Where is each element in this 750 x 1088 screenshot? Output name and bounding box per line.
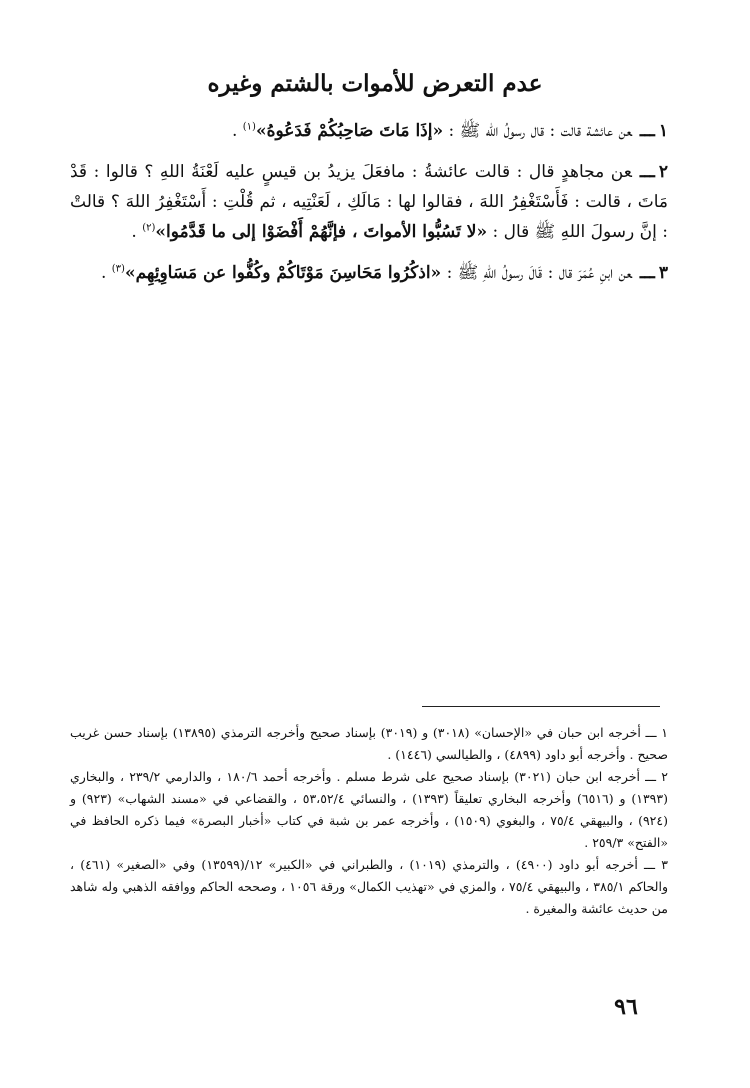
hadith-intro: عن عائشة قالت : قال رسولُ الله ﷺ : bbox=[443, 121, 632, 141]
hadith-dash: ـــ bbox=[639, 121, 655, 141]
footnotes bbox=[70, 722, 668, 920]
hadith-dash: ـــ bbox=[639, 162, 655, 182]
footnote-1: ١ ـــ أخرجه ابن حبان في «الإحسان» (٣٠١٨) و (٣٠١٩) بإسناد صحيح وأخرجه الترمذي (١٣٨٩٥) بإسناد حسن غريب صحيح . وأخرجه أبو داود (٤٨٩٩) ، والطيالسي (١٤٤٦) . bbox=[70, 725, 668, 762]
hadith-quote: «لا تَسُبُّوا الأمواتَ ، فإنَّهُمْ أَفْضَوْا إلى ما قَدَّمُوا» bbox=[155, 222, 488, 242]
hadith-quote: «إذَا مَاتَ صَاحِبُكُمْ فَدَعُوهُ» bbox=[255, 121, 444, 141]
footnote-2: ٢ ـــ أخرجه ابن حبان (٣٠٢١) بإسناد صحيح على شرط مسلم . وأخرجه أحمد ١٨٠/٦ ، والدارمي ٢٣٩/٢ ، والبخاري (١٣٩٣) و (٦٥١٦) وأخرجه البخاري تعليقاً (١٣٩٣) ، والنسائي ٥٣،٥٢/٤ ، والقضاعي في «مسند الشهاب» (٩٢٣) و (٩٢٤) ، والبيهقي ٧٥/٤ ، والبغوي (١٥٠٩) ، وأخرجه عمر بن شبة في كتاب «أخبار البصرة» فيما ذكره الحافظ في «الفتح» ٢٥٩/٣ . bbox=[70, 769, 669, 850]
hadith-end: . bbox=[100, 263, 112, 283]
hadith-end: . bbox=[131, 222, 143, 242]
page-number: ٩٦ bbox=[614, 994, 638, 1020]
hadith-intro: عن ابنِ عُمَرَ قال : قَالَ رسولُ اللهِ ﷺ : bbox=[441, 263, 632, 283]
hadith-dash: ـــ bbox=[639, 263, 655, 283]
footnote-3: ٣ ـــ أخرجه أبو داود (٤٩٠٠) ، والترمذي (١٠١٩) ، والطبراني في «الكبير» ١٢/(١٣٥٩٩) وفي «الصغير» (٤٦١) ، والحاكم ٣٨٥/١ ، والبيهقي ٧٥/٤ ، والمزي في «تهذيب الكمال» ورقة ١٠٥٦ ، وصححه الحاكم ووافقه الذهبي وله شاهد من حديث عائشة والمغيرة . bbox=[70, 857, 668, 916]
footnote-ref: (١) bbox=[242, 121, 256, 133]
hadith-end: . bbox=[231, 121, 243, 141]
hadith-quote: «اذكُرُوا مَحَاسِنَ مَوْتَاكُمْ وكُفُّوا عن مَسَاوِئِهِم» bbox=[124, 263, 442, 283]
page-title: عدم التعرض للأموات بالشتم وغيره bbox=[207, 70, 543, 97]
hadith-3 bbox=[70, 258, 668, 288]
hadith-2 bbox=[70, 157, 668, 247]
footnote-separator bbox=[422, 706, 660, 707]
hadith-number: ١ bbox=[658, 121, 668, 141]
footnote-ref: (٣) bbox=[111, 263, 125, 275]
hadith-list bbox=[70, 116, 668, 299]
hadith-intro: عن مجاهدٍ قال : قالت عائشةُ : مافعَلَ يزيدُ بن قيسٍ عليه لَعْنَةُ اللهِ ؟ قالوا : قَدْ مَاتَ ، قالت : فَأَسْتَغْفِرُ اللهَ ، فقالوا لها : مَالَكِ ، لَعَنْتِيه ، ثم قُلْتِ : أَسْتَغْفِرُ اللهَ ؟ قالتْ : إنَّ رسولَ اللهِ ﷺ قال : bbox=[70, 162, 668, 242]
footnote-ref: (٢) bbox=[142, 222, 156, 234]
hadith-number: ٢ bbox=[658, 162, 668, 182]
hadith-number: ٣ bbox=[658, 263, 668, 283]
hadith-1 bbox=[70, 116, 668, 146]
